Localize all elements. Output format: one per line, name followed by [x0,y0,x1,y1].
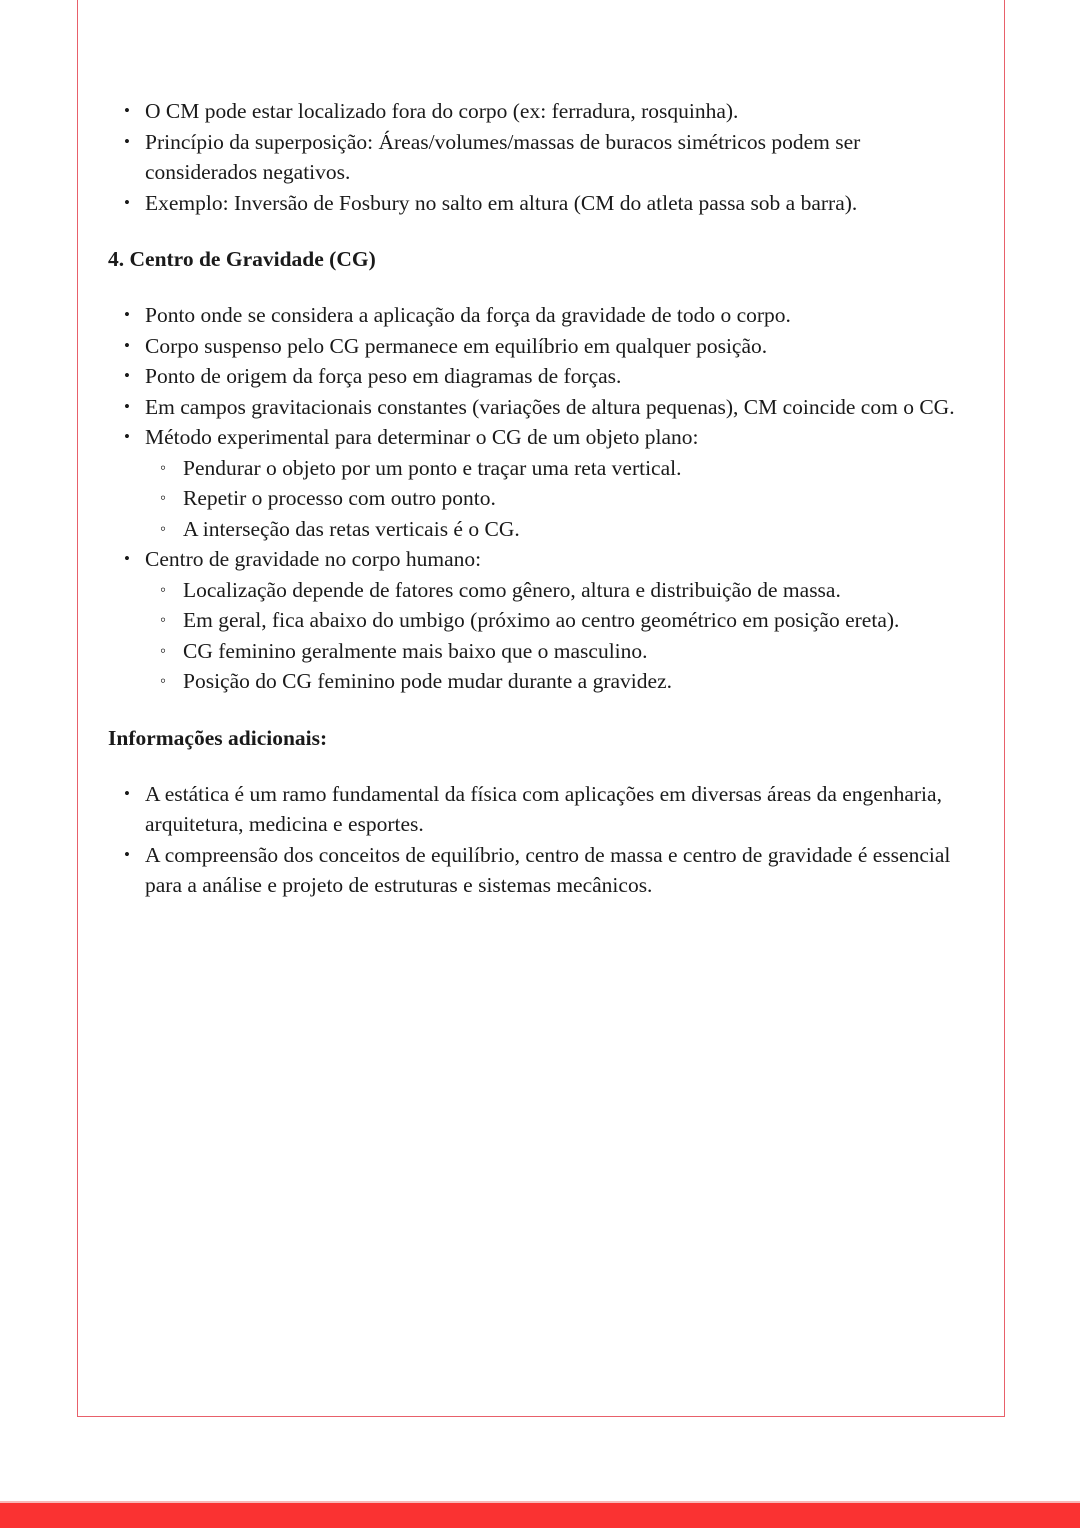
list-item [108,422,970,544]
intro-bullet-list [108,96,970,218]
list-item [108,361,970,392]
sub-bullet-text: ◦ CG feminino geralmente mais baixo que o masculino. [183,636,970,667]
page-title-informacoes-adicionais: Informações adicionais: [108,725,328,750]
bullet-text: • Ponto onde se considera a aplicação da força da gravidade de todo o corpo. [145,300,970,331]
list-item [108,779,970,840]
bullet-text: • Centro de gravidade no corpo humano: [145,544,970,575]
metodo-experimental-sublist [145,453,970,545]
bullet-text: • Método experimental para determinar o CG de um objeto plano: [145,422,970,453]
bullet-text: • A estática é um ramo fundamental da física com aplicações em diversas áreas da engenharia, arquitetura, medicina e esportes. [145,779,970,840]
bullet-text: • Em campos gravitacionais constantes (variações de altura pequenas), CM coincide com o CG. [145,392,970,423]
list-item [145,514,970,545]
bullet-text: • Exemplo: Inversão de Fosbury no salto em altura (CM do atleta passa sob a barra). [145,188,970,219]
bullet-text: • Princípio da superposição: Áreas/volumes/massas de buracos simétricos podem ser considerados negativos. [145,127,970,188]
sub-bullet-text: ◦ Localização depende de fatores como gênero, altura e distribuição de massa. [183,575,970,606]
spacer [108,218,970,244]
spacer [108,274,970,300]
informacoes-adicionais-bullet-list [108,779,970,901]
list-item [145,636,970,667]
list-item [108,127,970,188]
sub-bullet-text: ◦ Posição do CG feminino pode mudar durante a gravidez. [183,666,970,697]
list-item [108,392,970,423]
list-item [145,483,970,514]
spacer [108,697,970,723]
corpo-humano-sublist [145,575,970,697]
bullet-text: • A compreensão dos conceitos de equilíbrio, centro de massa e centro de gravidade é essencial para a análise e projeto de estruturas e sistemas mecânicos. [145,840,970,901]
list-item [108,300,970,331]
list-item [145,666,970,697]
bullet-text: • Corpo suspenso pelo CG permanece em equilíbrio em qualquer posição. [145,331,970,362]
list-item [108,331,970,362]
bullet-text: • Ponto de origem da força peso em diagramas de forças. [145,361,970,392]
list-item [108,188,970,219]
list-item [108,840,970,901]
list-item [108,544,970,697]
bullet-text: • O CM pode estar localizado fora do corpo (ex: ferradura, rosquinha). [145,96,970,127]
document-content [108,96,970,901]
list-item [145,605,970,636]
sub-bullet-text: ◦ Pendurar o objeto por um ponto e traçar uma reta vertical. [183,453,970,484]
sub-bullet-text: ◦ A interseção das retas verticais é o CG. [183,514,970,545]
list-item [145,575,970,606]
centro-de-gravidade-bullet-list [108,300,970,697]
list-item [145,453,970,484]
list-item [108,96,970,127]
page-title-centro-de-gravidade: 4. Centro de Gravidade (CG) [108,247,376,271]
sub-bullet-text: ◦ Repetir o processo com outro ponto. [183,483,970,514]
sub-bullet-text: ◦ Em geral, fica abaixo do umbigo (próximo ao centro geométrico em posição ereta). [183,605,970,636]
bottom-accent-bar [0,1503,1080,1528]
spacer [108,753,970,779]
